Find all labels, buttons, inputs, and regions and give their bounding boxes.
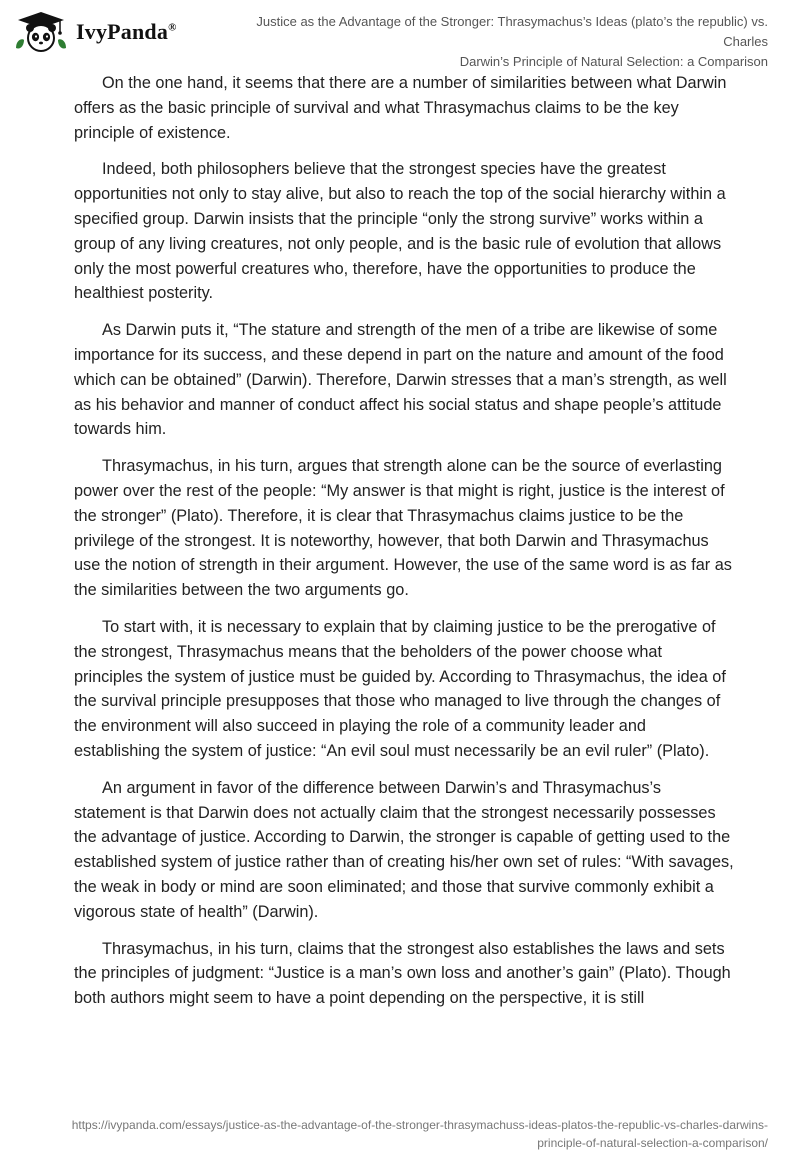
- page-header: [0, 0, 800, 69]
- brand-name: IvyPanda®: [76, 19, 177, 44]
- panda-graduate-icon: [14, 10, 68, 54]
- paragraph: On the one hand, it seems that there are a number of similarities between what Darwin offers as the basic principle of survival and what Thrasymachus claims to be the key principle of existence.: [74, 74, 727, 142]
- paragraph: Thrasymachus, in his turn, claims that the strongest also establishes the laws and sets the principles of judgment: “Justice is a man’s own loss and another’s gain” (Plato). Though both authors might seem to have a point depending on the perspective, it is still: [74, 939, 731, 1008]
- paragraph: An argument in favor of the difference between Darwin’s and Thrasymachus’s statement is that Darwin does not actually claim that the strongest necessarily possesses the advantage of justice. According to Darwin, the stronger is capable of getting used to the established system of justice rather than of creating his/her own set of rules: “With savages, the weak in body or mind are soon eliminated; and those that survive commonly exhibit a vigorous state of health” (Darwin).: [74, 778, 734, 921]
- essay-body: [74, 71, 734, 1023]
- paragraph: To start with, it is necessary to explain that by claiming justice to be the prerogative of the strongest, Thrasymachus means that the beholders of the power choose what principles the system of justice must be guided by. According to Thrasymachus, the idea of the survival principle presupposes that those who managed to live through the changes of the environment will also succeed in playing the role of a community leader and establishing the system of justice: “An evil soul must necessarily be an evil ruler” (Plato).: [74, 617, 726, 760]
- document-title-line-2: Darwin’s Principle of Natural Selection: a Comparison: [459, 54, 768, 69]
- source-url-line-2: principle-of-natural-selection-a-comparison/: [537, 1136, 768, 1150]
- paragraph: Indeed, both philosophers believe that the strongest species have the greatest opportunities not only to stay alive, but also to reach the top of the social hierarchy within a specified group. Darwin insists that the principle “only the strong survive” works within a group of any living creatures, not only people, and is the basic rule of evolution that allows only the most powerful creatures who, therefore, have the opportunities to produce the healthiest posterity.: [74, 160, 726, 303]
- ivypanda-logo[interactable]: [14, 10, 177, 54]
- paragraph: Thrasymachus, in his turn, argues that strength alone can be the source of everlasting power over the rest of the people: “My answer is that might is right, justice is the interest of the stronger” (Plato). Therefore, it is clear that Thrasymachus claims justice to be the privilege of the strongest. It is noteworthy, however, that both Darwin and Thrasymachus use the notion of strength in their argument. However, the use of the same word is as far as the similarities between the two arguments go.: [74, 457, 732, 600]
- paragraph: As Darwin puts it, “The stature and strength of the men of a tribe are likewise of some importance for its success, and these depend in part on the nature and amount of the food which can be obtained” (Darwin). Therefore, Darwin stresses that a man’s strength, as well as his behavior and manner of conduct affect his social status and shape people’s attitude towards him.: [74, 321, 727, 439]
- source-url[interactable]: [28, 1116, 768, 1152]
- document-title: [208, 12, 768, 72]
- document-title-line-1: Justice as the Advantage of the Stronger: Thrasymachus’s Ideas (plato’s the republic) vs. Charles: [256, 14, 768, 49]
- source-url-line-1: https://ivypanda.com/essays/justice-as-the-advantage-of-the-stronger-thrasymachuss-ideas-platos-the-republic-vs-charles-darwins-: [71, 1118, 768, 1132]
